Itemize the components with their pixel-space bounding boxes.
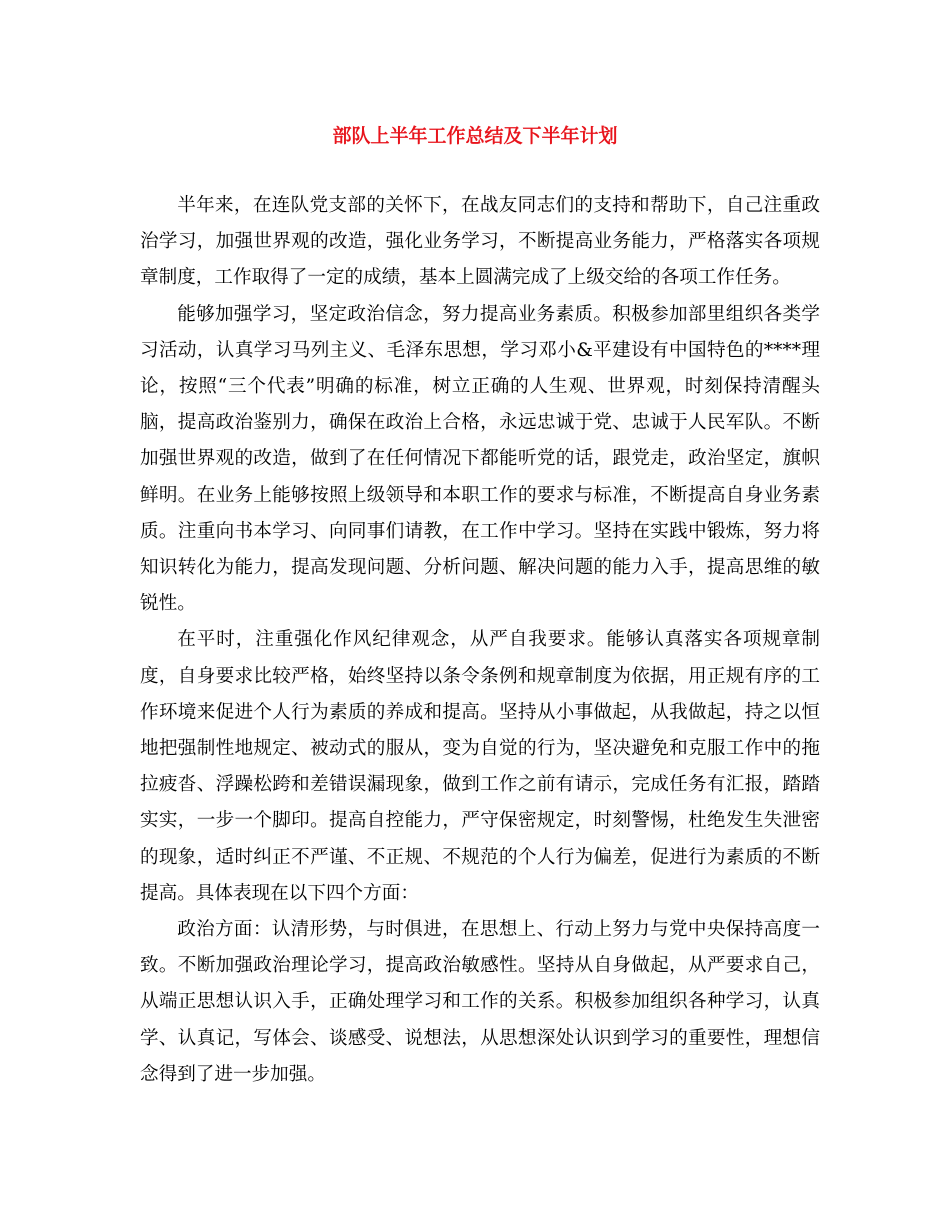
paragraph-study: 能够加强学习，坚定政治信念，努力提高业务素质。积极参加部里组织各类学习活动，认真学习马列主义、毛泽东思想，学习邓小&平建设有中国特色的****理论，按照“三个代表”明确的标准，树立正确的人生观、世界观，时刻保持清醒头脑，提高政治鉴别力，确保在政治上合格，永远忠诚于党、忠诚于人民军队。不断加强世界观的改造，做到了在任何情况下都能听党的话，跟党走，政治坚定，旗帜鲜明。在业务上能够按照上级领导和本职工作的要求与标准，不断提高自身业务素质。注重向书本学习、向同事们请教，在工作中学习。坚持在实践中锻炼，努力将知识转化为能力，提高发现问题、分析问题、解决问题的能力入手，提高思维的敏锐性。 <box>140 303 820 615</box>
paragraph-political: 政治方面：认清形势，与时俱进，在思想上、行动上努力与党中央保持高度一致。不断加强政治理论学习，提高政治敏感性。坚持从自身做起，从严要求自己，从端正思想认识入手，正确处理学习和工作的关系。积极参加组织各种学习，认真学、认真记，写体会、谈感受、说想法，从思想深处认识到学习的重要性，理想信念得到了进一步加强。 <box>140 919 820 1085</box>
paragraph-discipline: 在平时，注重强化作风纪律观念，从严自我要求。能够认真落实各项规章制度，自身要求比较严格，始终坚持以条令条例和规章制度为依据，用正规有序的工作环境来促进个人行为素质的养成和提高。坚持从小事做起，从我做起，持之以恒地把强制性地规定、被动式的服从，变为自觉的行为，坚决避免和克服工作中的拖拉疲沓、浮躁松跨和差错误漏现象，做到工作之前有请示，完成任务有汇报，踏踏实实，一步一个脚印。提高自控能力，严守保密规定，时刻警惕，杜绝发生失泄密的现象，适时纠正不严谨、不正规、不规范的个人行为偏差，促进行为素质的不断提高。具体表现在以下四个方面： <box>140 629 820 904</box>
paragraph-intro: 半年来，在连队党支部的关怀下，在战友同志们的支持和帮助下，自己注重政治学习，加强世界观的改造，强化业务学习，不断提高业务能力，严格落实各项规章制度，工作取得了一定的成绩，基本上圆满完成了上级交给的各项工作任务。 <box>140 195 820 289</box>
document-title: 部队上半年工作总结及下半年计划 <box>332 125 618 147</box>
document-body <box>140 188 820 1093</box>
